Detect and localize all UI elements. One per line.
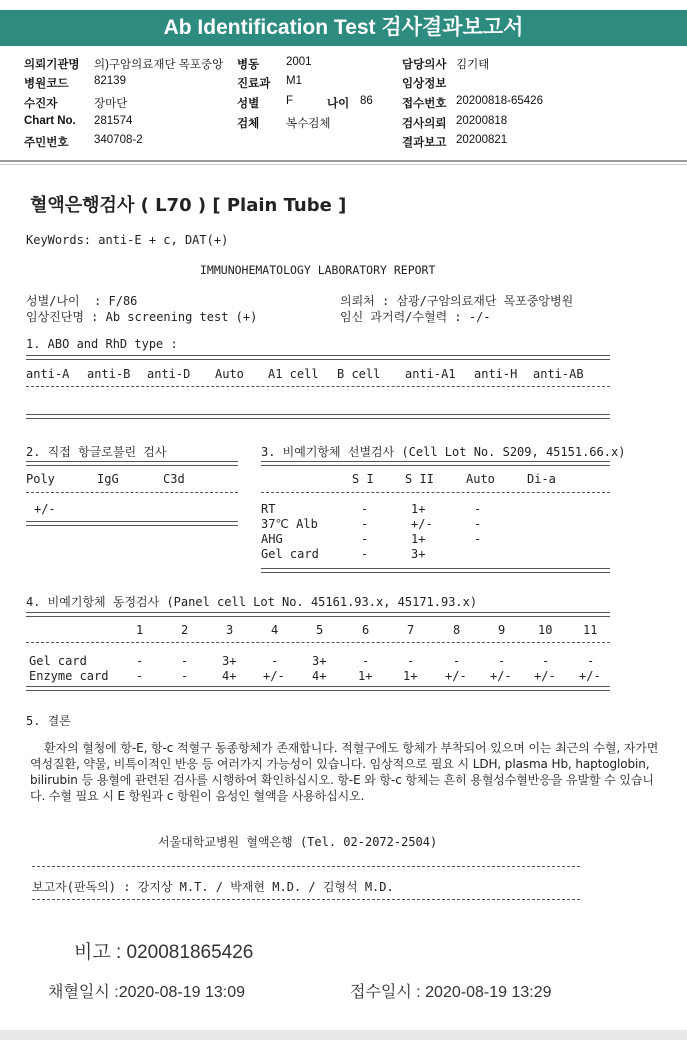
section-4-heading: 4. 비예기항체 동정검사 (Panel cell Lot No. 45161.93.x, 45171.93.x): [26, 595, 478, 609]
signature-rule-top: [32, 866, 580, 867]
section-2-rule: [26, 461, 238, 466]
hospital-value: 의)구암의료재단 목포중앙: [94, 59, 224, 71]
section-4-rule: [26, 612, 610, 617]
panel-cell: -: [136, 669, 144, 683]
panel-cell: +/-: [490, 669, 512, 683]
abo-header: anti-B: [87, 367, 131, 381]
sex-age: 성별/나이 : F/86: [26, 294, 138, 308]
header-divider-thin: [0, 164, 687, 165]
panel-cell: 1+: [403, 669, 418, 683]
panel-cell: 4+: [312, 669, 327, 683]
ward-value: 2001: [286, 56, 312, 68]
panel-header: 8: [453, 623, 461, 637]
keywords: KeyWords: anti-E + c, DAT(+): [26, 233, 229, 247]
panel-cell: +/-: [263, 669, 285, 683]
abo-header: B cell: [337, 367, 381, 381]
doctor-label: 담당의사: [402, 59, 447, 71]
panel-cell: -: [453, 654, 461, 668]
reporters: 보고자(판독의) : 강지상 M.T. / 박재현 M.D. / 김형석 M.D.: [32, 880, 394, 894]
section-1-heading: 1. ABO and RhD type :: [26, 337, 178, 351]
report-value: 20200821: [456, 134, 508, 146]
dat-header: Poly: [26, 472, 55, 486]
code-value: 82139: [94, 75, 126, 87]
abo-header-rule: [26, 386, 610, 387]
document-title: 혈액은행검사 ( L70 ) [ Plain Tube ]: [30, 195, 347, 216]
panel-cell: 3+: [312, 654, 327, 668]
id-value: 340708-2: [94, 134, 143, 146]
panel-cell: +/-: [579, 669, 601, 683]
screen-cell: 1+: [411, 532, 426, 546]
screen-cell: +/-: [411, 517, 433, 531]
panel-header: 2: [181, 623, 189, 637]
abo-end-rule: [26, 414, 610, 419]
dat-end-rule: [26, 521, 238, 526]
panel-header: 3: [226, 623, 234, 637]
chart-value: 281574: [94, 115, 133, 127]
pregnancy-transfusion: 임신 과거력/수혈력 : -/-: [340, 310, 491, 324]
age-value: 86: [360, 95, 373, 107]
code-label: 병원코드: [24, 78, 69, 90]
report-banner: Ab Identification Test 검사결과보고서: [0, 10, 687, 46]
dat-header: IgG: [97, 472, 119, 486]
screen-cell: -: [361, 517, 369, 531]
panel-header: 7: [407, 623, 415, 637]
panel-cell: -: [181, 669, 189, 683]
abo-header: anti-AB: [533, 367, 584, 381]
panel-end-rule: [26, 686, 610, 691]
dat-header-rule: [26, 492, 238, 493]
screen-cell: -: [361, 532, 369, 546]
screen-header: S II: [405, 472, 434, 486]
screen-cell: -: [361, 547, 369, 561]
screen-cell: 3+: [411, 547, 426, 561]
patient-label: 수진자: [24, 98, 58, 110]
signature-rule-bottom: [32, 899, 580, 900]
abo-header: anti-A1: [405, 367, 456, 381]
abo-header: anti-H: [474, 367, 518, 381]
screen-row-label: AHG: [261, 532, 283, 546]
panel-header: 5: [316, 623, 324, 637]
receipt-value: 20200818-65426: [456, 95, 543, 107]
report-label: 결과보고: [402, 137, 447, 149]
screen-cell: -: [474, 517, 482, 531]
age-label: 나이: [327, 98, 350, 110]
panel-cell: -: [362, 654, 370, 668]
panel-header: 1: [136, 623, 144, 637]
doctor-value: 김기태: [456, 59, 490, 71]
screen-cell: -: [474, 502, 482, 516]
screen-row-label: Gel card: [261, 547, 319, 561]
panel-cell: -: [271, 654, 279, 668]
panel-cell: -: [587, 654, 595, 668]
ward-label: 병동: [237, 59, 260, 71]
patient-value: 장마단: [94, 98, 128, 110]
chart-label: Chart No.: [24, 115, 76, 127]
id-label: 주민번호: [24, 137, 69, 149]
screen-header-rule: [261, 492, 610, 493]
screen-cell: -: [361, 502, 369, 516]
panel-cell: -: [498, 654, 506, 668]
abo-header: Auto: [215, 367, 244, 381]
screen-row-label: RT: [261, 502, 276, 516]
panel-header: 10: [538, 623, 553, 637]
panel-header: 4: [271, 623, 279, 637]
screen-header: S I: [352, 472, 374, 486]
panel-cell: -: [407, 654, 415, 668]
screen-cell: -: [474, 532, 482, 546]
request-label: 검사의뢰: [402, 118, 447, 130]
screen-end-rule: [261, 568, 610, 573]
panel-cell: -: [181, 654, 189, 668]
panel-row-label: Enzyme card: [29, 669, 109, 683]
header-divider: [0, 160, 687, 162]
conclusion-text: 환자의 혈청에 항-E, 항-c 적혈구 동종항체가 존재합니다. 적혈구에도 항체가 부착되어 있으며 이는 최근의 수혈, 자가면역성질환, 약물, 비특이적인 반응 등 여러가지 가능성이 있습니다. 임상적으로 필요 시 LDH, plasma Hb, haptoglobin, bilirubin 등 용혈에 관련된 검사를 시행하여 확인하십시오. 항-E 와 항-c 항체는 흔히 용혈성수혈반응을 유발할 수 있습니다. 수혈 필요 시 E 항원과 c 항원이 음성인 혈액을 사용하십시오.: [30, 741, 659, 803]
panel-cell: +/-: [445, 669, 467, 683]
section-1-rule: [26, 355, 610, 360]
hospital-label: 의뢰기관명: [24, 59, 80, 71]
sex-label: 성별: [237, 98, 260, 110]
requester: 의뢰처 : 삼광/구암의료재단 목포중앙병원: [340, 294, 574, 308]
panel-cell: -: [136, 654, 144, 668]
abo-header: anti-D: [147, 367, 191, 381]
specimen-value: 복수검체: [286, 118, 331, 130]
section-5-heading: 5. 결론: [26, 714, 71, 728]
collection-time: 채혈일시 :2020-08-19 13:09: [48, 984, 246, 1001]
panel-cell: -: [542, 654, 550, 668]
institution: 서울대학교병원 혈액은행 (Tel. 02-2072-2504): [158, 835, 438, 849]
note: 비고 : 020081865426: [74, 942, 254, 963]
panel-cell: 3+: [222, 654, 237, 668]
screen-cell: 1+: [411, 502, 426, 516]
panel-header-rule: [26, 642, 610, 643]
panel-header: 6: [362, 623, 370, 637]
page-bottom-bar: [0, 1030, 687, 1040]
dat-header: C3d: [163, 472, 185, 486]
receipt-time: 접수일시 : 2020-08-19 13:29: [350, 984, 552, 1001]
report-title: IMMUNOHEMATOLOGY LABORATORY REPORT: [200, 263, 436, 277]
panel-header: 11: [583, 623, 598, 637]
diagnosis: 임상진단명 : Ab screening test (+): [26, 310, 258, 324]
panel-header: 9: [498, 623, 506, 637]
panel-cell: 4+: [222, 669, 237, 683]
abo-header: A1 cell: [268, 367, 319, 381]
screen-header: Auto: [466, 472, 495, 486]
dat-value: +/-: [34, 502, 56, 516]
clinical-label: 임상정보: [402, 78, 447, 90]
section-3-heading: 3. 비예기항체 선별검사 (Cell Lot No. S209, 45151.66.x): [261, 445, 626, 459]
screen-header: Di-a: [527, 472, 556, 486]
dept-value: M1: [286, 75, 302, 87]
dept-label: 진료과: [237, 78, 271, 90]
screen-row-label: 37℃ Alb: [261, 517, 318, 531]
section-2-heading: 2. 직접 항글로불린 검사: [26, 445, 167, 459]
abo-header: anti-A: [26, 367, 70, 381]
request-value: 20200818: [456, 115, 508, 127]
section-3-rule: [261, 461, 610, 466]
panel-cell: 1+: [358, 669, 373, 683]
specimen-label: 검체: [237, 118, 260, 130]
panel-cell: +/-: [534, 669, 556, 683]
receipt-label: 접수번호: [402, 98, 447, 110]
sex-value: F: [286, 95, 294, 107]
panel-row-label: Gel card: [29, 654, 87, 668]
